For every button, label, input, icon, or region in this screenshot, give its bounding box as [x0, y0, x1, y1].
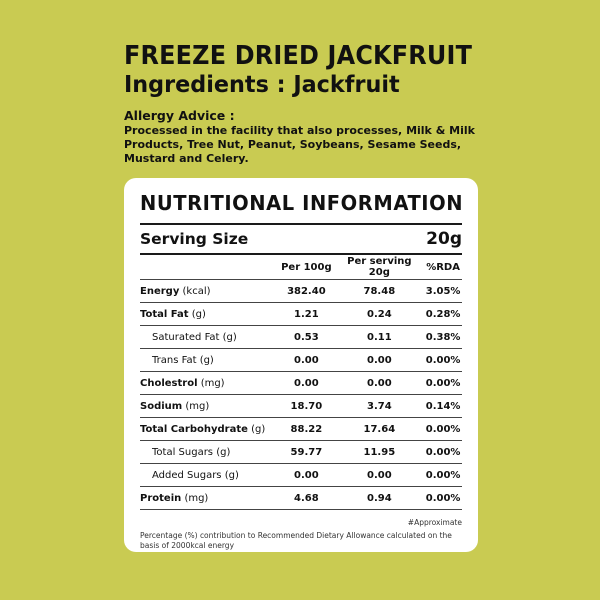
nutrient-name: Cholestrol (mg)	[140, 372, 278, 395]
nutrient-name: Energy (kcal)	[140, 280, 278, 303]
per-serving-value: 11.95	[335, 441, 425, 464]
nutrition-table	[140, 255, 462, 510]
nutrition-title: NUTRITIONAL INFORMATION	[140, 191, 464, 215]
per-100g-value: 4.68	[278, 487, 334, 510]
product-title: FREEZE DRIED JACKFRUIT	[124, 41, 473, 71]
per-serving-value: 0.94	[335, 487, 425, 510]
per-serving-value: 0.00	[335, 349, 425, 372]
allergy-title: Allergy Advice :	[124, 108, 235, 123]
header	[124, 42, 484, 98]
per-100g-value: 382.40	[278, 280, 334, 303]
nutrient-name: Total Carbohydrate (g)	[140, 418, 278, 441]
nutrient-name: Saturated Fat (g)	[140, 326, 278, 349]
nutrient-name: Protein (mg)	[140, 487, 278, 510]
table-row	[140, 395, 462, 418]
nutrient-name: Total Sugars (g)	[140, 441, 278, 464]
nutrient-name: Sodium (mg)	[140, 395, 278, 418]
per-100g-value: 0.00	[278, 464, 334, 487]
nutrient-name: Trans Fat (g)	[140, 349, 278, 372]
per-100g-value: 1.21	[278, 303, 334, 326]
rda-value: 3.05%	[424, 280, 462, 303]
ingredients-line: Ingredients : Jackfruit	[124, 72, 400, 98]
allergy-text: Processed in the facility that also processes, Milk & Milk Products, Tree Nut, Peanut, Soybeans, Sesame Seeds, Mustard and Celery.	[124, 124, 475, 165]
per-100g-value: 0.00	[278, 349, 334, 372]
per-100g-value: 0.00	[278, 372, 334, 395]
table-row	[140, 280, 462, 303]
per-100g-value: 0.53	[278, 326, 334, 349]
header-per-serving: Per serving 20g	[347, 256, 412, 278]
per-serving-value: 0.00	[335, 464, 425, 487]
rda-value: 0.14%	[424, 395, 462, 418]
rda-value: 0.38%	[424, 326, 462, 349]
table-row	[140, 487, 462, 510]
table-row	[140, 441, 462, 464]
per-serving-value: 78.48	[335, 280, 425, 303]
serving-size-row	[140, 225, 462, 253]
table-row	[140, 349, 462, 372]
per-100g-value: 88.22	[278, 418, 334, 441]
per-100g-value: 59.77	[278, 441, 334, 464]
rda-value: 0.00%	[424, 372, 462, 395]
per-serving-value: 0.24	[335, 303, 425, 326]
serving-size-label: Serving Size	[140, 230, 249, 248]
table-row	[140, 303, 462, 326]
per-serving-value: 0.00	[335, 372, 425, 395]
rda-footnote: Percentage (%) contribution to Recommended Dietary Allowance calculated on the basis of 2000kcal energy	[140, 531, 452, 550]
rda-value: 0.28%	[424, 303, 462, 326]
nutrient-name: Added Sugars (g)	[140, 464, 278, 487]
table-row	[140, 326, 462, 349]
per-serving-value: 3.74	[335, 395, 425, 418]
nutrition-panel	[140, 190, 462, 551]
per-serving-value: 0.11	[335, 326, 425, 349]
table-row	[140, 464, 462, 487]
table-row	[140, 418, 462, 441]
header-nutrient	[140, 255, 278, 280]
header-per-100g: Per 100g	[281, 261, 332, 273]
rda-value: 0.00%	[424, 487, 462, 510]
rda-value: 0.00%	[424, 464, 462, 487]
approximate-note: #Approximate	[407, 518, 462, 527]
table-row	[140, 372, 462, 395]
nutrition-card	[124, 178, 478, 552]
rda-value: 0.00%	[424, 349, 462, 372]
per-100g-value: 18.70	[278, 395, 334, 418]
rda-value: 0.00%	[424, 418, 462, 441]
table-header-row	[140, 255, 462, 280]
header-rda: %RDA	[426, 261, 460, 273]
per-serving-value: 17.64	[335, 418, 425, 441]
nutrient-name: Total Fat (g)	[140, 303, 278, 326]
rda-value: 0.00%	[424, 441, 462, 464]
serving-size-value: 20g	[426, 229, 462, 249]
